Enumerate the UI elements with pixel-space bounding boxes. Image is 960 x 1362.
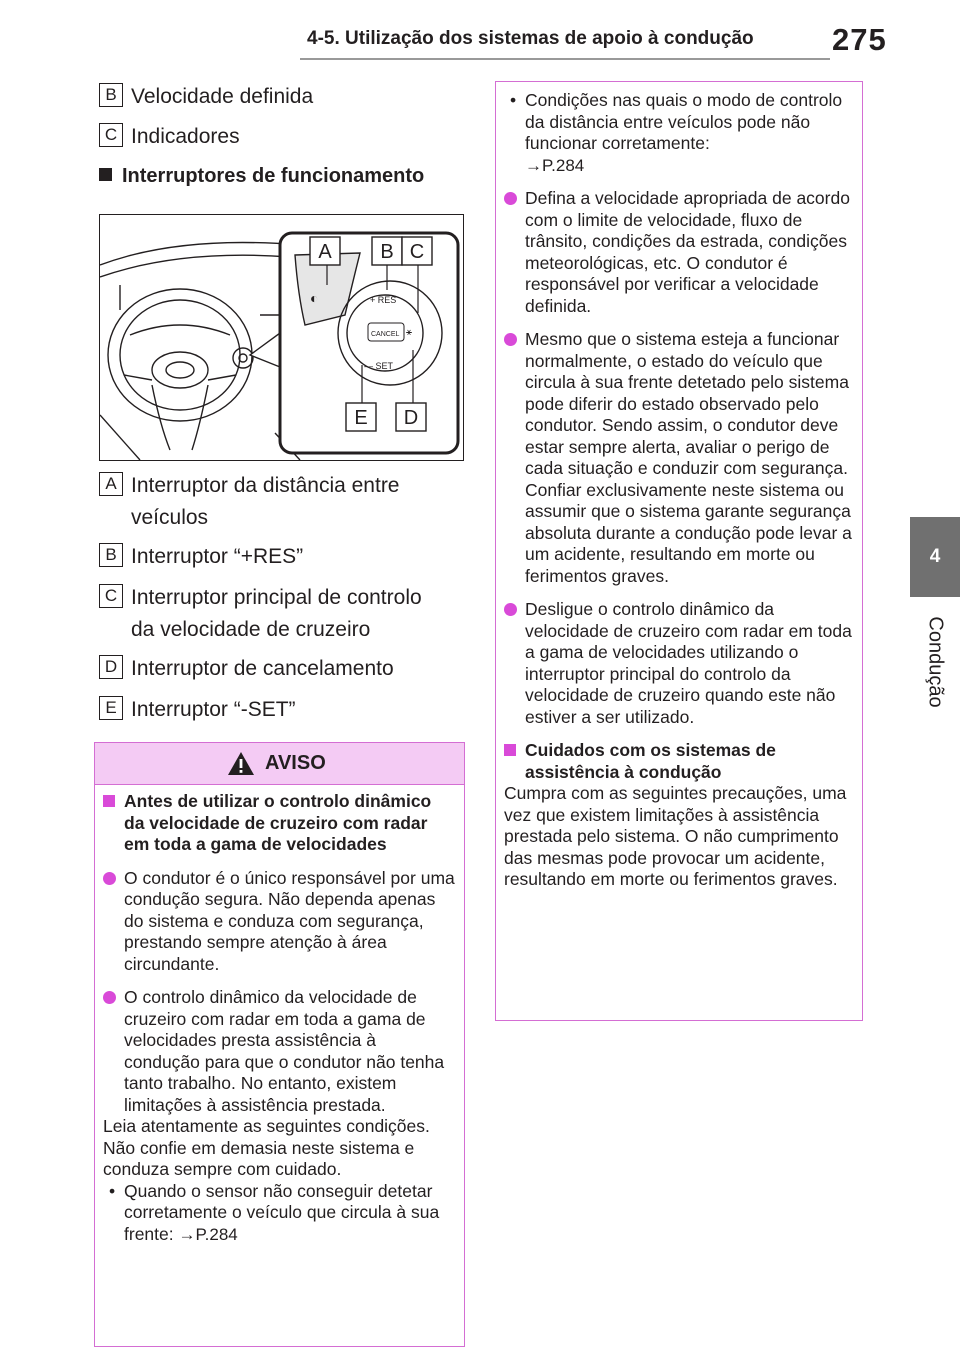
warning-bullet: Defina a velocidade apropriada de acordo com o limite de velocidade, fluxo de trânsito, condições da estrada, condições meteorológicas, etc. O condutor é responsável por verificar a velocidade definida. (504, 188, 854, 317)
callout-a: A (318, 241, 332, 263)
warning-paragraph: Leia atentamente as seguintes condições. Não confie em demasia neste sistema e conduza sempre com cuidado. (103, 1116, 430, 1179)
bullet-dot-icon (103, 991, 116, 1004)
letter-box: A (99, 472, 123, 496)
set-switch-text: — SET (364, 361, 394, 371)
warning-sub-bullet: • Condições nas quais o modo de controlo da distância entre veículos pode não funcionar corretamente: →P.284 (510, 90, 843, 175)
letter-box: D (99, 655, 123, 679)
page-number: 275 (832, 22, 887, 57)
bullet-dot-icon (504, 333, 517, 346)
warning-bullet: Desligue o controlo dinâmico da velocidade de cruzeiro com radar em toda a gama de velocidades utilizando o interruptor principal do controlo da velocidade de cruzeiro quando este não estiver a ser utilizado. (504, 599, 854, 728)
warning-paragraph: Cumpra com as seguintes precauções, uma vez que existem limitações à assistência prestada pelo sistema. O não cumprimento das mesmas pode provocar um acidente, resultando em morte ou ferimentos graves. (504, 783, 847, 889)
warning-triangle-icon (227, 751, 255, 776)
square-bullet-icon (504, 744, 516, 756)
warning-sub-bullet: • Quando o sensor não conseguir detetar corretamente o veículo que circula à sua frente: →P.284 (109, 1180, 440, 1244)
label-item: D Interruptor de cancelamento (99, 653, 394, 685)
warning-box (94, 742, 465, 1347)
warning-bullet: Mesmo que o sistema esteja a funcionar normalmente, o estado do veículo que circula à sua frente detetado pelo sistema pode diferir do estado observado pelo condutor. Sendo assim, o condutor deve estar sempre alerta, avaliar o perigo de cada situação e conduzir com segurança. Confiar exclusivamente neste sistema ou assumir que o sistema garante segurança absoluta durante a condução pode levar a um acidente, resultando em morte ou ferimentos graves. (504, 329, 854, 587)
square-bullet-icon (99, 168, 112, 181)
warning-subheading: Antes de utilizar o controlo dinâmico da velocidade de cruzeiro com radar em toda a gama de velocidades (103, 791, 456, 856)
res-switch-text: + RES (370, 295, 397, 305)
warning-title: AVISO (265, 752, 326, 774)
callout-c: C (409, 241, 425, 263)
bullet-dot-icon (103, 872, 116, 885)
svg-text:◐: ◐ (310, 290, 319, 306)
letter-box: E (99, 696, 123, 720)
callout-d: D (403, 407, 419, 429)
callout-e: E (354, 407, 368, 429)
warning-bullet: O controlo dinâmico da velocidade de cruzeiro com radar em toda a gama de velocidades presta assistência à condução para que o condutor não tenha tanto trabalho. No entanto, existem limitações à assistência prestada. (103, 987, 456, 1116)
square-bullet-icon (103, 795, 115, 807)
steering-wheel-figure (99, 214, 464, 461)
page-reference-link[interactable]: →P.284 (525, 155, 585, 175)
letter-box: B (99, 83, 123, 107)
warning-header (95, 743, 464, 785)
chapter-tab[interactable]: 4 (910, 517, 960, 597)
section-title: 4-5. Utilização dos sistemas de apoio à condução (307, 28, 754, 49)
label-item: A Interruptor da distância entre veículos (99, 470, 400, 534)
chapter-label: Condução (924, 616, 947, 708)
letter-box: C (99, 123, 123, 147)
warning-bullet: O condutor é o único responsável por uma condução segura. Não dependa apenas do sistema e conduza com segurança, prestando sempre atenção à área circundante. (103, 868, 456, 976)
label-item: B Interruptor “+RES” (99, 541, 303, 573)
warning-box-continued (495, 81, 863, 1021)
cancel-switch-text: CANCEL (371, 331, 400, 338)
bullet-dot-icon (504, 603, 517, 616)
page-reference-link[interactable]: →P.284 (178, 1224, 238, 1244)
callout-b: B (380, 241, 394, 263)
section-heading: Interruptores de funcionamento (99, 165, 424, 188)
steering-wheel-illustration (100, 215, 463, 460)
letter-box: C (99, 584, 123, 608)
letter-box: B (99, 543, 123, 567)
bullet-dot-icon (504, 192, 517, 205)
label-item: C Indicadores (99, 121, 240, 153)
label-item: E Interruptor “-SET” (99, 694, 296, 726)
header-divider (300, 58, 830, 60)
svg-text:⚹: ⚹ (406, 327, 412, 338)
label-item: C Interruptor principal de controlo da velocidade de cruzeiro (99, 582, 422, 646)
label-item: B Velocidade definida (99, 81, 313, 113)
warning-subheading: Cuidados com os sistemas de assistência à condução (504, 740, 854, 783)
